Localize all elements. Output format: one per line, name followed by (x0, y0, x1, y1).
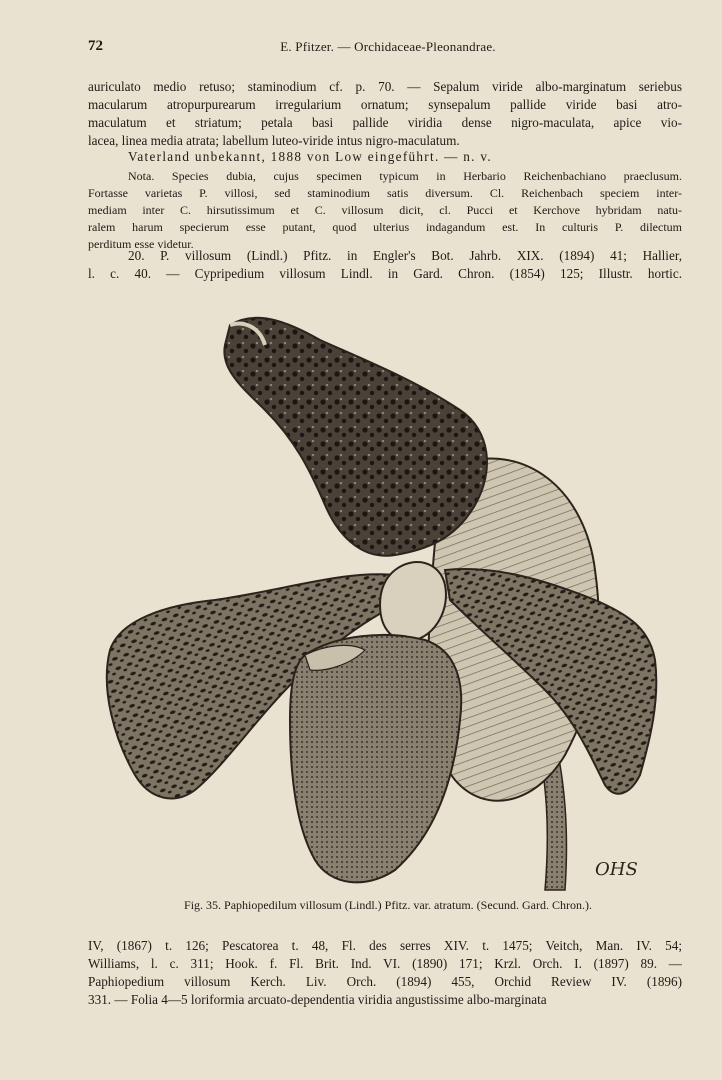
nota-paragraph (88, 168, 682, 253)
text-line: Williams, l. c. 311; Hook. f. Fl. Brit. Ind. VI. (1890) 171; Krzl. Orch. I. (1897) 89. — (88, 956, 682, 971)
page-number: 72 (88, 38, 103, 54)
orchid-drawing (95, 300, 695, 900)
text-line: l. c. 40. — Cypripedium villosum Lindl. in Gard. Chron. (1854) 125; Illustr. hortic. (88, 266, 682, 281)
page-header (88, 38, 688, 60)
text-line: lacea, linea media atrata; labellum luteo-viride intus nigro-maculatum. (88, 133, 460, 148)
species-entry (88, 247, 682, 283)
figure-caption: Fig. 35. Paphiopedilum villosum (Lindl.) Pfitz. var. atratum. (Secund. Gard. Chron.). (184, 898, 592, 912)
text-line: Fortasse varietas P. villosi, sed staminodium satis diversum. Cl. Reichenbach speciem inter- (88, 186, 682, 200)
vaterland-line (88, 148, 682, 166)
text-line: mediam inter C. hirsutissimum et C. villosum dicit, cl. Pucci et Kerchove hybridam natu- (88, 203, 682, 217)
text-line: Nota. Species dubia, cujus specimen typicum in Herbario Reichenbachiano praeclusum. (128, 169, 682, 183)
text-line: IV, (1867) t. 126; Pescatorea t. 48, Fl. des serres XIV. t. 1475; Veitch, Man. IV. 54; (88, 938, 682, 953)
text-line: Vaterland unbekannt, 1888 von Low eingeführt. — n. v. (128, 149, 492, 164)
text-line: ralem harum specierum esse putant, quod ulterius indagandum est. In culturis P. dilectum (88, 220, 682, 234)
text-line: perditum esse videtur. (88, 237, 194, 251)
text-line: Paphiopedium villosum Kerch. Liv. Orch. (1894) 455, Orchid Review IV. (1896) (88, 974, 682, 989)
description-paragraph (88, 78, 682, 150)
orchid-illustration (95, 300, 695, 900)
text-line: 331. — Folia 4—5 loriformia arcuato-dependentia viridia angustissime albo-marginata (88, 992, 547, 1007)
artist-signature: OHS (595, 859, 638, 880)
running-head: E. Pfitzer. — Orchidaceae-Pleonandrae. (280, 39, 496, 54)
text-line: 20. P. villosum (Lindl.) Pfitz. in Engler's Bot. Jahrb. XIX. (1894) 41; Hallier, (128, 248, 682, 263)
text-line: maculatum et striatum; petala basi pallide viridia dense nigro-maculata, apice vio- (88, 115, 682, 130)
text-line: macularum atropurpurearum irregularium ornatum; synsepalum pallide viride basi atro- (88, 97, 682, 112)
bibliography-paragraph (88, 937, 682, 1009)
text-line: auriculato medio retuso; staminodium cf. p. 70. — Sepalum viride albo-marginatum seriebus (88, 79, 682, 94)
